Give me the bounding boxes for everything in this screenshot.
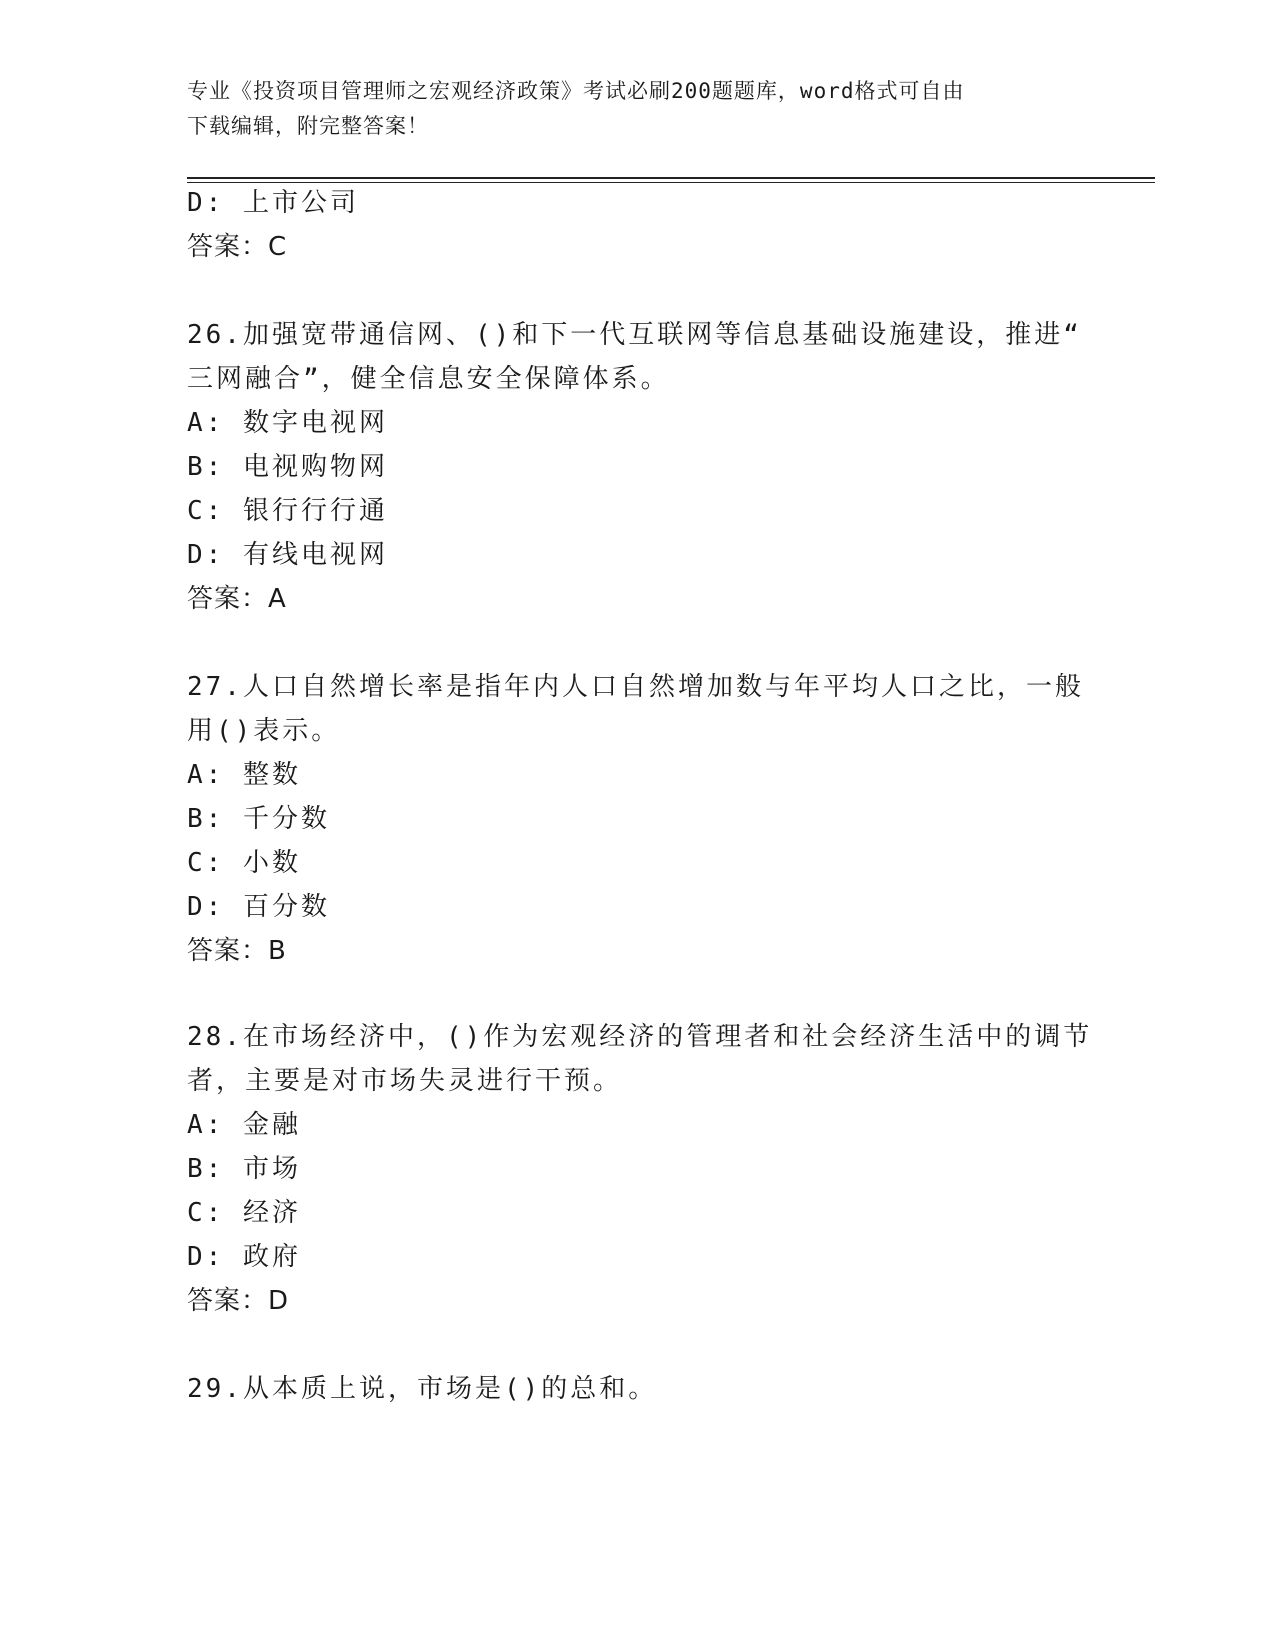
q26-stem-line-2: 三网融合”，健全信息安全保障体系。 <box>187 364 670 394</box>
q27-option-a: A: 整数 <box>187 760 301 790</box>
q27-stem-line-1: 27.人口自然增长率是指年内人口自然增加数与年平均人口之比，一般 <box>187 672 1084 702</box>
q26-option-d: D: 有线电视网 <box>187 540 388 570</box>
q28-option-d: D: 政府 <box>187 1242 301 1272</box>
prev-option-d: D: 上市公司 <box>187 188 359 218</box>
header-divider-thin <box>187 182 1155 183</box>
q28-stem-line-1: 28.在市场经济中，()作为宏观经济的管理者和社会经济生活中的调节 <box>187 1022 1093 1052</box>
q27-option-d: D: 百分数 <box>187 892 330 922</box>
q27-option-b: B: 千分数 <box>187 804 330 834</box>
header-line-2: 下载编辑，附完整答案！ <box>187 114 429 138</box>
prev-answer: 答案：C <box>187 232 288 262</box>
q26-stem-line-1: 26.加强宽带通信网、()和下一代互联网等信息基础设施建设，推进“ <box>187 320 1082 350</box>
q27-stem-line-2: 用()表示。 <box>187 716 341 746</box>
q28-option-a: A: 金融 <box>187 1110 301 1140</box>
document-header <box>187 74 1067 144</box>
q28-option-c: C: 经济 <box>187 1198 301 1228</box>
q26-option-b: B: 电视购物网 <box>187 452 388 482</box>
q26-option-c: C: 银行行行通 <box>187 496 388 526</box>
q28-option-b: B: 市场 <box>187 1154 301 1184</box>
q29-stem-line-1: 29.从本质上说，市场是()的总和。 <box>187 1374 658 1404</box>
q28-answer: 答案：D <box>187 1286 290 1316</box>
q26-answer: 答案：A <box>187 584 287 614</box>
q28-stem-line-2: 者，主要是对市场失灵进行干预。 <box>187 1066 623 1096</box>
q27-answer: 答案：B <box>187 936 287 966</box>
header-line-1: 专业《投资项目管理师之宏观经济政策》考试必刷200题题库，word格式可自由 <box>187 79 965 103</box>
header-divider-thick <box>187 177 1155 179</box>
q27-option-c: C: 小数 <box>187 848 301 878</box>
q26-option-a: A: 数字电视网 <box>187 408 388 438</box>
